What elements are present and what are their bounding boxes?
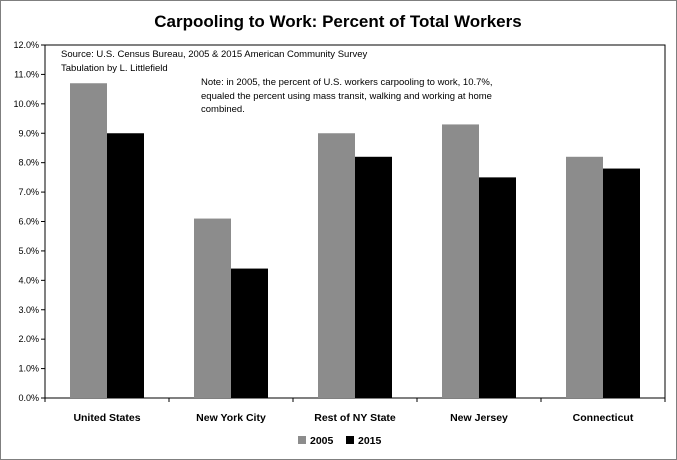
bar-2015-1 [231,269,268,398]
x-category-label: Rest of NY State [314,412,396,424]
legend-label-2015: 2015 [358,435,382,447]
x-category-label: United States [73,412,141,424]
legend-label-2005: 2005 [310,435,334,447]
bar-2015-0 [107,133,144,398]
x-category-label: Connecticut [572,412,634,424]
x-category-label: New York City [196,412,266,424]
legend [298,435,382,447]
bar-2005-4 [566,157,603,398]
bar-2005-2 [318,133,355,398]
y-tick-label: 8.0% [18,157,39,168]
bar-2005-3 [442,124,479,398]
y-tick-label: 2.0% [18,334,39,345]
y-tick-label: 1.0% [18,363,39,374]
y-tick-label: 12.0% [13,40,39,50]
bar-2015-3 [479,177,516,398]
legend-swatch-2015 [346,436,354,444]
bar-2015-2 [355,157,392,398]
bar-2005-1 [194,219,231,398]
legend-swatch-2005 [298,436,306,444]
y-tick-label: 9.0% [18,128,39,139]
chart-title: Carpooling to Work: Percent of Total Workers [154,12,522,31]
y-tick-label: 4.0% [18,275,39,286]
x-axis [45,398,665,424]
bar-2005-0 [70,83,107,398]
y-tick-label: 7.0% [18,187,39,198]
y-axis [13,40,45,403]
y-tick-label: 3.0% [18,304,39,315]
y-tick-label: 6.0% [18,216,39,227]
note-line-2: equaled the percent using mass transit, walking and working at home [201,91,492,102]
y-tick-label: 11.0% [14,69,39,80]
y-tick-label: 5.0% [18,245,39,256]
x-category-label: New Jersey [450,412,508,424]
source-line-1: Source: U.S. Census Bureau, 2005 & 2015 American Community Survey [61,49,368,60]
bar-chart [1,1,676,459]
y-tick-label: 0.0% [18,393,39,403]
y-tick-label: 10.0% [13,98,39,109]
note-line-1: Note: in 2005, the percent of U.S. workers carpooling to work, 10.7%, [201,77,493,88]
bar-2015-4 [603,169,640,398]
note-line-3: combined. [201,104,245,115]
source-line-2: Tabulation by L. Littlefield [61,63,168,74]
